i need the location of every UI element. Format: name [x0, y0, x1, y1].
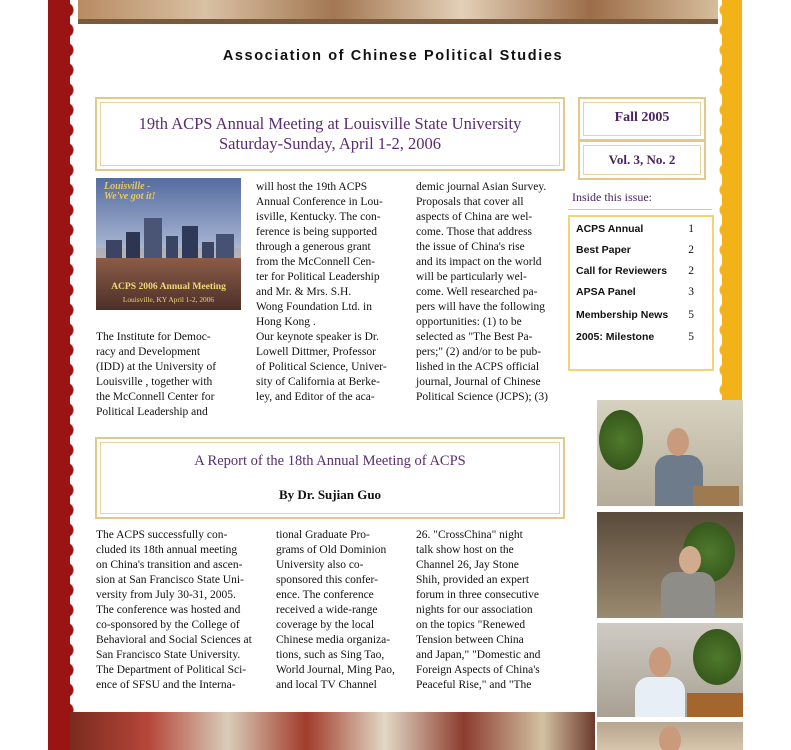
- issue-season: Fall 2005: [614, 110, 670, 125]
- speaker-photo-1: [597, 400, 743, 506]
- conference-group-photo: [70, 712, 595, 750]
- meeting-date: Saturday-Sunday, April 1-2, 2006: [218, 134, 442, 153]
- article1-column-2: will host the 19th ACPS Annual Conference in Lou- isville, Kentucky. The con- ference is being supported through a generous grant from the McConnell Cen- ter for Political Leadership and Mr. & Mrs. S.H. Wong Foundation Ltd. in Hong Kong . Our keynote speaker is Dr. Lowell Dittmer, Professor of Political Science, Univer- sity of California at Berke- ley, and Editor of the aca-: [256, 181, 387, 403]
- article2-column-1: The ACPS successfully con- cluded its 18th annual meeting on China's transition and ascen- sion at San Francisco State Uni- versity from July 30-31, 2005. The conference was hosted and co-sponsored by the College of Behavioral and Social Sciences at San Francisco State University. The Department of Political Sci- ence of SFSU and the Interna-: [96, 529, 252, 691]
- toc-item[interactable]: ACPS Annual 1: [576, 223, 694, 235]
- poster-meeting-date: Louisville, KY April 1-2, 2006: [122, 295, 215, 304]
- toc-item[interactable]: Call for Reviewers 2: [576, 265, 694, 277]
- right-decorative-border: [722, 0, 742, 410]
- poster-meeting-name: ACPS 2006 Annual Meeting: [111, 281, 226, 292]
- poster-city: Louisville -: [104, 181, 151, 192]
- toc-item[interactable]: Membership News 5: [576, 309, 694, 321]
- article2-column-3: 26. "CrossChina" night talk show host on the Channel 26, Jay Stone Shih, provided an expert forum in three consecutive nights for our association on the topics "Renewed Tension between China and Japan," "Domestic and Foreign Aspects of China's Peaceful Rise," and "The: [416, 529, 541, 691]
- association-name: Association of Chinese Political Studies: [222, 48, 564, 64]
- speaker-photo-4: [597, 722, 743, 750]
- toc-item[interactable]: APSA Panel 3: [576, 286, 694, 298]
- speaker-photo-2: [597, 512, 743, 618]
- issue-volume-box: [578, 140, 706, 180]
- report-title: A Report of the 18th Annual Meeting of ACPS: [194, 453, 466, 469]
- header-banner-image: [78, 0, 718, 20]
- poster-tagline: We've got it!: [104, 191, 156, 202]
- meeting-title: 19th ACPS Annual Meeting at Louisville State University: [138, 114, 522, 133]
- speaker-photo-3: [597, 623, 743, 717]
- left-decorative-border: [48, 0, 70, 750]
- article2-column-2: tional Graduate Pro- grams of Old Dominion University also co- sponsored this confer- ence. The conference received a wide-range coverage by the local Chinese media organiza- tions, such as Sing Tao, World Journal, Ming Pao, and local TV Channel: [276, 529, 395, 691]
- meeting-title-box: [95, 97, 565, 171]
- report-author: By Dr. Sujian Guo: [278, 487, 382, 502]
- article1-column-3: demic journal Asian Survey. Proposals that cover all aspects of China are wel- come. Those that address the issue of China's rise and its impact on the world will be particularly wel- come. Well researched pa- pers will have the following opportunities: (1) to be selected as "The Best Pa- pers;" (2) and/or to be pub- lished in the ACPS official journal, Journal of Chinese Political Science (JCPS); (3): [416, 181, 548, 403]
- toc-item[interactable]: Best Paper 2: [576, 244, 694, 256]
- article1-column-1: The Institute for Democ- racy and Development (IDD) at the University of Louisville , together with the McConnell Center for Political Leadership and: [96, 331, 217, 418]
- issue-volume: Vol. 3, No. 2: [608, 152, 676, 167]
- inside-issue-heading: Inside this issue:: [568, 190, 712, 210]
- table-of-contents: [568, 215, 714, 371]
- issue-season-box: [578, 97, 706, 141]
- meeting-poster-image: [96, 178, 241, 310]
- report-title-box: [95, 437, 565, 519]
- toc-item[interactable]: 2005: Milestone 5: [576, 331, 694, 343]
